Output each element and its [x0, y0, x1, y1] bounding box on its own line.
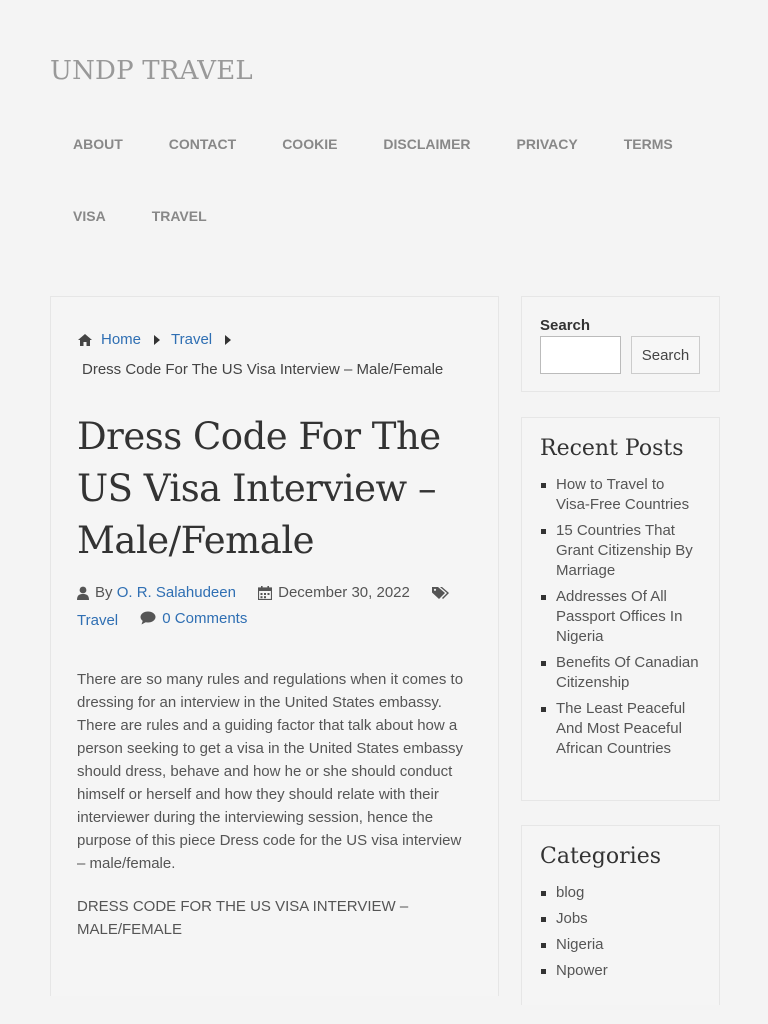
nav-item-about[interactable]: ABOUT — [73, 136, 123, 152]
nav-item-disclaimer[interactable]: DISCLAIMER — [383, 136, 471, 152]
category-link[interactable]: Npower — [540, 961, 701, 981]
categories-widget — [521, 825, 720, 1005]
author-link[interactable]: O. R. Salahudeen — [116, 584, 236, 601]
breadcrumb-current: Dress Code For The US Visa Interview – Male/Female — [82, 361, 444, 378]
caret-right-icon — [153, 335, 161, 345]
category-link[interactable]: blog — [540, 883, 701, 903]
recent-post-link[interactable]: Addresses Of All Passport Offices In Nigeria — [540, 587, 701, 647]
breadcrumb — [77, 325, 472, 385]
article-panel — [50, 296, 499, 996]
nav-item-travel[interactable]: TRAVEL — [151, 208, 207, 224]
calendar-icon — [258, 586, 272, 600]
comment-icon — [140, 611, 156, 625]
nav-item-terms[interactable]: TERMS — [623, 136, 673, 152]
author-prefix: By — [95, 584, 113, 601]
category-link[interactable]: Nigeria — [540, 935, 701, 955]
recent-post-link[interactable]: Benefits Of Canadian Citizenship — [540, 653, 701, 693]
breadcrumb-home-link[interactable]: Home — [101, 331, 142, 348]
post-content — [77, 668, 472, 941]
user-icon — [77, 586, 89, 600]
post-meta — [77, 581, 472, 632]
search-button[interactable]: Search — [631, 336, 700, 374]
search-widget — [521, 296, 720, 392]
post-date: December 30, 2022 — [278, 584, 410, 601]
breadcrumb-category-link[interactable]: Travel — [171, 331, 213, 348]
tags-icon — [432, 586, 450, 600]
site-title[interactable]: UNDP TRAVEL — [50, 56, 253, 86]
recent-post-link[interactable]: How to Travel to Visa-Free Countries — [540, 475, 701, 515]
caret-right-icon — [224, 335, 232, 345]
recent-posts-title: Recent Posts — [540, 436, 684, 461]
comments-link[interactable]: 0 Comments — [162, 609, 248, 627]
search-label: Search — [540, 317, 591, 334]
post-paragraph: There are so many rules and regulations when it comes to dressing for an interview in the United States embassy. There are rules and a guiding factor that talk about how a person seeking to get a visa in the United States embassy should dress, behave and how he or she should conduct himself or herself and how they should relate with their interviewer during the interviewing session, hence the purpose of this piece Dress code for the US visa interview – male/female. — [77, 671, 464, 872]
recent-post-link[interactable]: The Least Peaceful And Most Peaceful African Countries — [540, 699, 701, 759]
category-link[interactable]: Jobs — [540, 909, 701, 929]
nav-item-visa[interactable]: VISA — [73, 208, 106, 224]
post-title: Dress Code For The US Visa Interview – Male/Female — [77, 415, 441, 562]
search-input[interactable] — [540, 336, 621, 374]
recent-posts-widget — [521, 417, 720, 801]
nav-item-cookie[interactable]: COOKIE — [282, 136, 338, 152]
nav-item-privacy[interactable]: PRIVACY — [516, 136, 578, 152]
nav-item-contact[interactable]: CONTACT — [168, 136, 237, 152]
home-icon — [77, 333, 93, 347]
main-nav — [50, 108, 730, 252]
categories-title: Categories — [540, 844, 661, 869]
recent-post-link[interactable]: 15 Countries That Grant Citizenship By Marriage — [540, 521, 701, 581]
post-tag-link[interactable]: Travel — [77, 612, 119, 629]
post-subheading: DRESS CODE FOR THE US VISA INTERVIEW – MALE/FEMALE — [77, 898, 409, 938]
